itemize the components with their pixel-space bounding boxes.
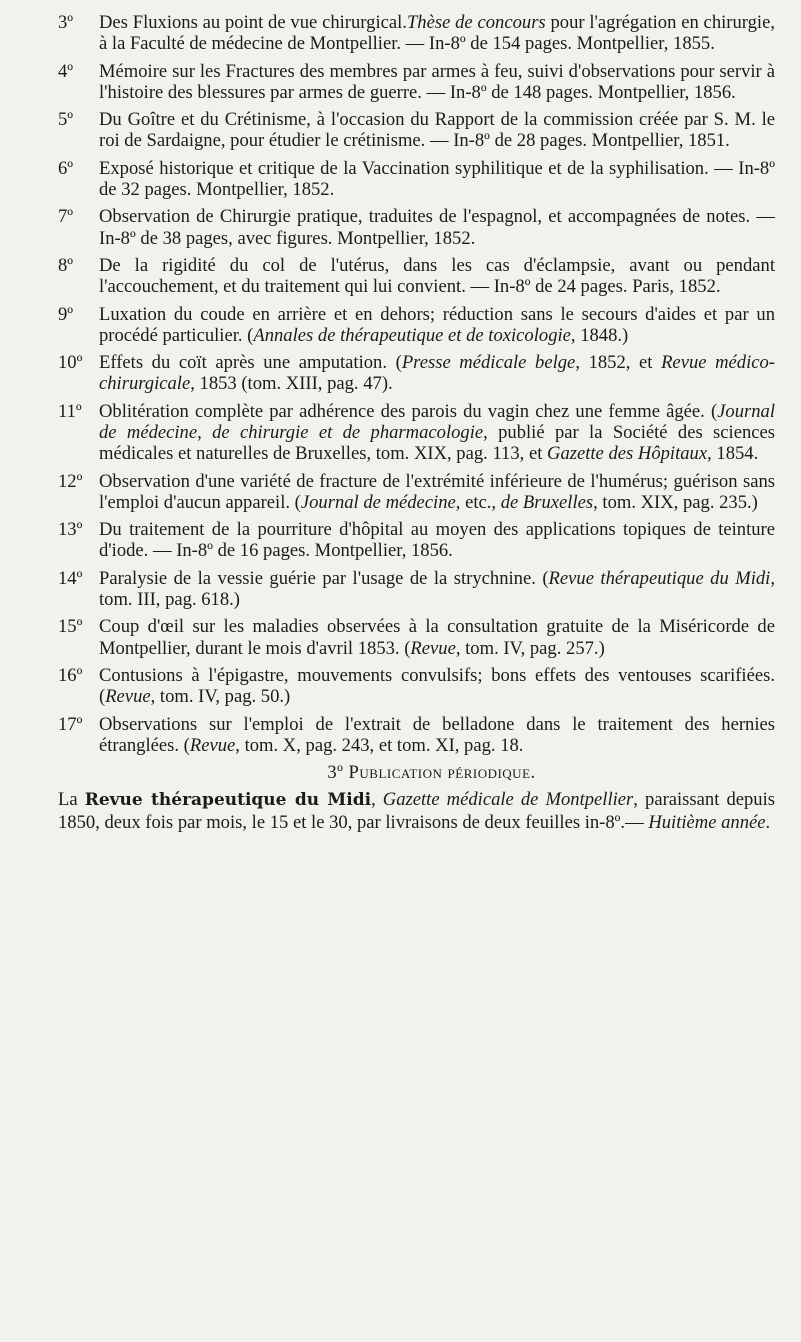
final-text: , paraissant depuis 1850, deux fois par mois, le 15 et le 30, par livraisons de deux feuilles in-8º.— (58, 789, 776, 833)
entry-number: 17º (58, 713, 83, 735)
entry-text: De la rigidité du col de l'utérus, dans les cas d'éclampsie, avant ou pendant l'accouchement, et du traitement qui lui convient. — In-8º de 24 pages. Paris, 1852. (99, 254, 775, 298)
bibliography-entry (58, 568, 775, 610)
entry-number: 13º (58, 519, 83, 541)
bibliography-entry (58, 471, 775, 513)
entry-number: 16º (58, 664, 83, 686)
entry-number: 9º (58, 303, 74, 325)
bibliography-entry (58, 616, 775, 658)
entry-italic-text: Journal de médecine (300, 491, 456, 513)
bibliography-entry (58, 158, 775, 200)
entry-number: 12º (58, 470, 83, 492)
entry-italic-text: Revue médico-chirurgicale (99, 352, 775, 395)
section-heading: 3º Publication périodique. (327, 762, 536, 784)
entry-italic-text: Revue (105, 686, 151, 708)
bibliography-entry (58, 255, 775, 297)
entry-number: 10º (58, 352, 83, 374)
entry-text: Coup d'œil sur les maladies observées à la consultation gratuite de la Miséricorde de Montpellier, durant le mois d'avril 1853. ( (99, 616, 775, 659)
entry-text: Observation d'une variété de fracture de l'extrémité inférieure de l'humérus; guérison sans l'emploi d'aucun appareil. ( (99, 470, 775, 513)
bibliography-entry (58, 109, 775, 151)
bibliography-entry (58, 12, 775, 54)
bibliography-entry (58, 714, 775, 756)
entry-number: 3º (58, 12, 74, 33)
entry-number: 6º (58, 157, 74, 179)
entry-text: , 1854. (707, 443, 759, 465)
entry-italic-text: Gazette des Hôpitaux (547, 443, 708, 465)
entry-text: , tom. XIX, pag. 235.) (593, 491, 758, 513)
entry-italic-text: Revue (189, 734, 236, 756)
final-italic-text: Gazette médicale de Montpellier (382, 789, 634, 811)
final-italic-text: Huitième année (648, 811, 766, 833)
entry-number: 5º (58, 109, 74, 131)
bibliography-list (58, 12, 775, 756)
entry-italic-text: Revue (410, 637, 456, 659)
entry-number: 15º (58, 616, 83, 638)
entry-text: , tom. IV, pag. 257.) (455, 637, 605, 659)
final-text: La (58, 789, 85, 811)
entry-text: , publié par la Société des sciences médicales et naturelles de Bruxelles, tom. XIX, pag. 113, et (99, 421, 775, 465)
entry-text: , 1848.) (570, 324, 629, 346)
entry-text: Contusions à l'épigastre, mouvements convulsifs; bons effets des ventouses scarifiées. ( (99, 664, 775, 708)
bibliography-entry (58, 352, 775, 394)
entry-italic-text: Revue thérapeutique du Midi (548, 567, 771, 589)
entry-italic-text: Annales de thérapeutique et de toxicologie (253, 324, 571, 346)
entry-text: Paralysie de la vessie guérie par l'usage de la strychnine. ( (99, 567, 549, 589)
entry-text: , tom. III, pag. 618.) (99, 567, 775, 610)
entry-text: Effets du coït après une amputation. ( (99, 352, 402, 374)
entry-text: Observation de Chirurgie pratique, traduites de l'espagnol, et accompagnées de notes. — In-8º de 38 pages, avec figures. Montpellier, 1852. (99, 206, 775, 249)
entry-text: Exposé historique et critique de la Vaccination syphilitique et de la syphilisation. — In-8º de 32 pages. Montpellier, 1852. (99, 157, 775, 200)
entry-text: Mémoire sur les Fractures des membres par armes à feu, suivi d'observations pour servir à l'histoire des blessures par armes de guerre. — In-8º de 148 pages. Montpellier, 1856. (99, 60, 775, 103)
bibliography-entry (58, 519, 775, 561)
entry-text: , tom. X, pag. 243, et tom. XI, pag. 18. (235, 734, 524, 756)
periodical-paragraph (58, 789, 775, 832)
entry-text: Luxation du coude en arrière et en dehors; réduction sans le secours d'aides et par un procédé particulier. ( (99, 303, 775, 346)
entry-italic-text: Thèse de concours (406, 12, 546, 33)
entry-text: , 1852, et (575, 352, 662, 374)
entry-italic-text: Journal de médecine, de chirurgie et de pharmacologie (99, 400, 775, 443)
final-text: , (371, 789, 383, 811)
entry-text: Observations sur l'emploi de l'extrait de belladone dans le traitement des hernies étranglées. ( (99, 713, 775, 756)
entry-number: 11º (58, 400, 82, 422)
bibliography-entry (58, 304, 775, 346)
entry-text: , 1853 (tom. XIII, pag. 47). (190, 373, 393, 395)
periodical-title: Revue thérapeutique du Midi (84, 790, 372, 811)
bibliography-entry (58, 61, 775, 103)
entry-italic-text: Presse médicale belge (401, 352, 576, 374)
bibliography-entry (58, 206, 775, 248)
final-text: . (765, 811, 771, 833)
entry-text: Oblitération complète par adhérence des parois du vagin chez une femme âgée. ( (99, 400, 718, 422)
entry-number: 14º (58, 567, 83, 589)
entry-number: 7º (58, 206, 74, 228)
entry-italic-text: de Bruxelles (500, 491, 594, 513)
entry-text: Du Goître et du Crétinisme, à l'occasion du Rapport de la commission créée par S. M. le roi de Sardaigne, pour étudier le crétinisme. — In-8º de 28 pages. Montpellier, 1851. (99, 109, 775, 152)
bibliography-text (58, 12, 775, 833)
bibliography-entry (58, 665, 775, 707)
entry-number: 8º (58, 254, 74, 276)
entry-text: pour l'agrégation en chirurgie, à la Faculté de médecine de Montpellier. — In-8º de 154 pages. Montpellier, 1855. (99, 12, 775, 55)
entry-text: Du traitement de la pourriture d'hôpital au moyen des applications topiques de teinture d'iode. — In-8º de 16 pages. Montpellier, 1856. (99, 519, 775, 562)
bibliography-entry (58, 401, 775, 465)
entry-text: , etc., (455, 491, 501, 513)
entry-number: 4º (58, 60, 74, 82)
entry-text: , tom. IV, pag. 50.) (150, 686, 291, 708)
entry-text: Des Fluxions au point de vue chirurgical. (99, 12, 407, 33)
